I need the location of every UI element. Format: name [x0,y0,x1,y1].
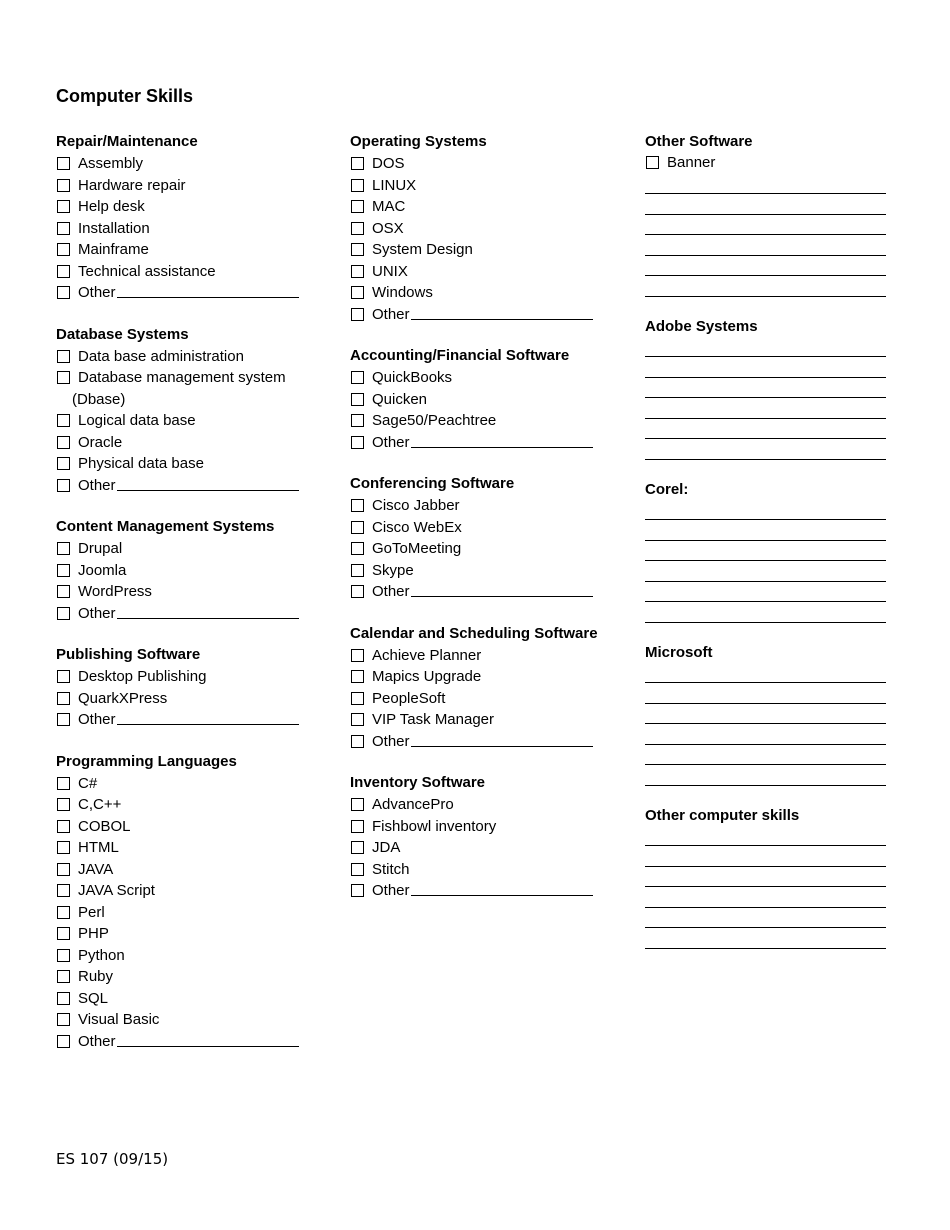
checkbox[interactable] [57,200,70,213]
checkbox[interactable] [351,499,364,512]
checkbox[interactable] [57,607,70,620]
section-title: Calendar and Scheduling Software [350,624,598,642]
checkbox[interactable] [57,371,70,384]
checkbox[interactable] [351,200,364,213]
checkbox[interactable] [57,414,70,427]
checkbox-item[interactable]: DOS [350,153,620,175]
section-title: Other computer skills [645,806,800,824]
other-blank-line[interactable] [411,581,593,597]
checkbox-item[interactable]: Installation [56,218,316,240]
checkbox[interactable] [351,863,364,876]
blank-line[interactable] [645,174,886,195]
checkbox[interactable] [351,884,364,897]
section-repair-maintenance [56,132,316,304]
section-title: Operating Systems [350,133,487,150]
section-title: Adobe Systems [645,317,758,335]
blank-line[interactable] [645,724,886,745]
blank-line[interactable] [645,541,886,562]
checkbox-item[interactable]: Help desk [56,196,316,218]
checkbox[interactable] [351,713,364,726]
checkbox-item[interactable]: Oracle [56,432,316,454]
blank-line[interactable] [645,520,886,541]
form-number-footer: ES 107 (09/15) [56,1150,169,1168]
checkbox-item[interactable]: Banner [645,152,895,174]
checkbox[interactable] [57,457,70,470]
section-programming-languages [56,752,316,1053]
blank-line[interactable] [645,215,886,236]
checkbox-item[interactable]: Hardware repair [56,175,316,197]
other-blank-line[interactable] [117,709,299,725]
blank-line[interactable] [645,704,886,725]
checkbox[interactable] [57,777,70,790]
checkbox-item[interactable]: Stitch [350,859,620,881]
checkbox-item[interactable]: GoToMeeting [350,538,620,560]
checkbox[interactable] [57,436,70,449]
section-title: Programming Languages [56,752,237,770]
blank-line[interactable] [645,765,886,786]
section-accounting-financial [350,346,620,453]
section-title: Content Management Systems [56,518,275,535]
section-operating-systems [350,132,620,325]
checkbox-item[interactable]: Joomla [56,560,316,582]
section-title: Repair/Maintenance [56,133,198,150]
checkbox[interactable] [57,286,70,299]
checkbox[interactable] [351,371,364,384]
checkbox-item-other[interactable]: Other [350,581,620,603]
blank-line[interactable] [645,867,886,888]
other-blank-line[interactable] [117,603,299,619]
checkbox-item[interactable]: VIP Task Manager [350,709,620,731]
checkbox[interactable] [57,1035,70,1048]
checkbox-item[interactable]: Ruby [56,966,316,988]
blank-line[interactable] [645,663,886,684]
checkbox-item-continuation: (Dbase) [72,390,126,408]
checkbox-item-other[interactable]: Other [350,880,620,902]
checkbox-item[interactable]: Mapics Upgrade [350,666,620,688]
checkbox-item[interactable]: PeopleSoft [350,688,620,710]
checkbox-item[interactable]: JAVA Script [56,880,316,902]
section-title: Microsoft [645,643,713,661]
checkbox-item-other[interactable]: Other [56,603,316,625]
blank-line[interactable] [645,683,886,704]
checkbox[interactable] [351,521,364,534]
checkbox-item-other[interactable]: Other [350,432,620,454]
checkbox-item[interactable]: Database management system [56,367,316,389]
blank-line[interactable] [645,439,886,460]
checkbox[interactable] [57,906,70,919]
checkbox-item[interactable]: JDA [350,837,620,859]
section-title: Inventory Software [350,774,486,791]
blank-line[interactable] [645,745,886,766]
blank-line[interactable] [645,908,886,929]
checkbox-item[interactable]: Desktop Publishing [56,666,316,688]
checkbox[interactable] [57,222,70,235]
checkbox-item[interactable]: LINUX [350,175,620,197]
checkbox-item[interactable]: HTML [56,837,316,859]
other-blank-line[interactable] [117,282,299,298]
checkbox-item[interactable]: Sage50/Peachtree [350,410,620,432]
other-blank-line[interactable] [411,304,593,320]
section-corel [645,480,895,623]
checkbox[interactable] [351,692,364,705]
blank-line[interactable] [645,928,886,949]
checkbox-item[interactable]: Mainframe [56,239,316,261]
checkbox-item[interactable]: C,C++ [56,794,316,816]
blank-lines [645,337,895,460]
checkbox-item[interactable]: SQL [56,988,316,1010]
blank-line[interactable] [645,378,886,399]
column-3 [645,132,895,969]
checkbox[interactable] [351,735,364,748]
checkbox-item[interactable]: Quicken [350,389,620,411]
checkbox[interactable] [351,393,364,406]
checkbox-item[interactable]: C# [56,773,316,795]
checkbox-item[interactable]: Fishbowl inventory [350,816,620,838]
checkbox[interactable] [57,798,70,811]
section-title: Accounting/Financial Software [350,347,570,364]
checkbox[interactable] [57,1013,70,1026]
section-other-software [645,132,895,297]
checkbox-item-other[interactable]: Other [56,282,316,304]
checkbox-item[interactable]: Python [56,945,316,967]
checkbox-item-other[interactable]: Other [56,475,316,497]
blank-line[interactable] [645,398,886,419]
checkbox[interactable] [57,350,70,363]
section-publishing-software [56,645,316,731]
checkbox[interactable] [57,820,70,833]
checkbox[interactable] [57,157,70,170]
blank-line[interactable] [645,337,886,358]
checkbox[interactable] [57,992,70,1005]
section-other-computer-skills [645,806,895,949]
section-database-systems [56,325,316,497]
blank-line[interactable] [645,887,886,908]
section-title: Database Systems [56,325,189,343]
blank-line[interactable] [645,194,886,215]
blank-line[interactable] [645,826,886,847]
checkbox[interactable] [57,863,70,876]
blank-line[interactable] [645,846,886,867]
page-title: Computer Skills [56,86,194,106]
checkbox[interactable] [57,179,70,192]
checkbox[interactable] [351,841,364,854]
section-adobe-systems [645,317,895,460]
section-title: Conferencing Software [350,475,515,492]
other-blank-line[interactable] [117,1031,299,1047]
checkbox[interactable] [57,243,70,256]
blank-lines [645,663,895,786]
checkbox-item[interactable]: Cisco WebEx [350,517,620,539]
checkbox[interactable] [646,156,659,169]
other-blank-line[interactable] [411,880,593,896]
checkbox-item[interactable]: COBOL [56,816,316,838]
checkbox-item[interactable]: PHP [56,923,316,945]
blank-line[interactable] [645,235,886,256]
checkbox[interactable] [351,179,364,192]
checkbox[interactable] [351,436,364,449]
blank-line[interactable] [645,419,886,440]
checkbox-item[interactable]: QuickBooks [350,367,620,389]
checkbox-item[interactable]: System Design [350,239,620,261]
checkbox[interactable] [57,564,70,577]
checkbox[interactable] [351,820,364,833]
checkbox-item[interactable]: Logical data base [56,410,316,432]
checkbox[interactable] [57,692,70,705]
section-microsoft [645,643,895,786]
checkbox-item[interactable]: OSX [350,218,620,240]
section-title: Corel: [645,480,689,498]
checkbox[interactable] [351,265,364,278]
checkbox-item[interactable]: Perl [56,902,316,924]
checkbox-item[interactable]: MAC [350,196,620,218]
checkbox[interactable] [57,949,70,962]
other-blank-line[interactable] [117,475,299,491]
blank-line[interactable] [645,256,886,277]
checkbox[interactable] [57,884,70,897]
blank-line[interactable] [645,561,886,582]
column-2 [350,132,620,923]
checkbox[interactable] [351,157,364,170]
checkbox[interactable] [351,243,364,256]
column-1 [56,132,316,1073]
checkbox[interactable] [351,670,364,683]
checkbox-item[interactable]: Cisco Jabber [350,495,620,517]
checkbox[interactable] [351,308,364,321]
checkbox[interactable] [57,479,70,492]
blank-line[interactable] [645,602,886,623]
blank-lines [645,826,895,949]
checkbox-item[interactable]: Data base administration [56,346,316,368]
checkbox-item[interactable]: Skype [350,560,620,582]
checkbox-item[interactable]: UNIX [350,261,620,283]
blank-line[interactable] [645,582,886,603]
checkbox[interactable] [351,649,364,662]
checkbox-item[interactable]: AdvancePro [350,794,620,816]
other-blank-line[interactable] [411,731,593,747]
checkbox[interactable] [57,970,70,983]
checkbox[interactable] [351,542,364,555]
checkbox[interactable] [351,585,364,598]
other-blank-line[interactable] [411,432,593,448]
checkbox-item[interactable]: Drupal [56,538,316,560]
checkbox-item[interactable]: QuarkXPress [56,688,316,710]
blank-line[interactable] [645,276,886,297]
checkbox-item-other[interactable]: Other [56,709,316,731]
section-conferencing-software [350,474,620,603]
section-inventory-software [350,773,620,902]
checkbox-item[interactable]: JAVA [56,859,316,881]
blank-lines [645,500,895,623]
checkbox[interactable] [351,286,364,299]
checkbox[interactable] [351,222,364,235]
checkbox-item[interactable]: Assembly [56,153,316,175]
checkbox-item-other[interactable]: Other [350,731,620,753]
checkbox[interactable] [57,670,70,683]
checkbox[interactable] [57,542,70,555]
section-content-management [56,517,316,624]
checkbox[interactable] [351,564,364,577]
section-title: Publishing Software [56,646,201,663]
blank-lines [645,174,895,297]
checkbox[interactable] [57,585,70,598]
checkbox[interactable] [57,265,70,278]
blank-line[interactable] [645,500,886,521]
checkbox-item[interactable]: Technical assistance [56,261,316,283]
section-calendar-scheduling [350,624,620,753]
checkbox-item[interactable]: Physical data base [56,453,316,475]
section-title: Other Software [645,133,753,150]
checkbox[interactable] [57,927,70,940]
checkbox-item[interactable]: Visual Basic [56,1009,316,1031]
checkbox[interactable] [57,713,70,726]
checkbox-item-other[interactable]: Other [56,1031,316,1053]
checkbox-item-other[interactable]: Other [350,304,620,326]
checkbox-item[interactable]: WordPress [56,581,316,603]
checkbox[interactable] [351,798,364,811]
blank-line[interactable] [645,357,886,378]
checkbox-item[interactable]: Achieve Planner [350,645,620,667]
checkbox[interactable] [57,841,70,854]
checkbox[interactable] [351,414,364,427]
checkbox-item[interactable]: Windows [350,282,620,304]
